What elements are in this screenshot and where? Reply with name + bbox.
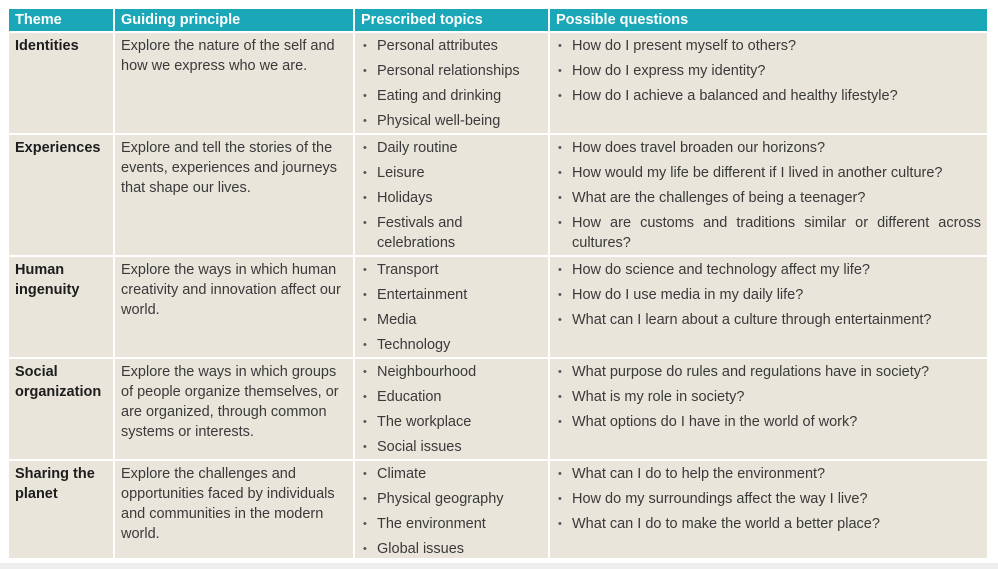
header-row — [9, 9, 987, 32]
header-theme: Theme — [9, 9, 114, 32]
topics-list — [361, 138, 542, 253]
topics-list — [361, 36, 542, 131]
questions-cell — [549, 32, 987, 134]
list-item: • How do my surroundings affect the way I live? — [556, 489, 981, 509]
topics-cell — [354, 134, 549, 256]
questions-list — [556, 362, 981, 432]
list-item: • Festivals and celebrations — [361, 213, 542, 253]
list-item: • Leisure — [361, 163, 542, 183]
questions-list — [556, 464, 981, 534]
table-row — [9, 32, 987, 134]
questions-cell — [549, 134, 987, 256]
principle-cell: Explore the ways in which groups of people organize themselves, or are organized, through common systems or interests. — [114, 358, 354, 460]
principle-cell: Explore the nature of the self and how we express who we are. — [114, 32, 354, 134]
list-item: • What can I learn about a culture through entertainment? — [556, 310, 981, 330]
list-item: • What options do I have in the world of work? — [556, 412, 981, 432]
list-item: • Entertainment — [361, 285, 542, 305]
list-item: • Technology — [361, 335, 542, 355]
list-item: • Education — [361, 387, 542, 407]
list-item: • How do science and technology affect my life? — [556, 260, 981, 280]
list-item: • Neighbourhood — [361, 362, 542, 382]
table-row — [9, 358, 987, 460]
questions-list — [556, 138, 981, 253]
list-item: • Personal attributes — [361, 36, 542, 56]
table-header — [9, 9, 987, 32]
theme-cell: Social organization — [9, 358, 114, 460]
questions-cell — [549, 460, 987, 561]
principle-cell: Explore the challenges and opportunities faced by individuals and communities in the modern world. — [114, 460, 354, 561]
list-item: • Transport — [361, 260, 542, 280]
principle-cell: Explore and tell the stories of the events, experiences and journeys that shape our lives. — [114, 134, 354, 256]
list-item: • The workplace — [361, 412, 542, 432]
topics-cell — [354, 460, 549, 561]
header-guiding-principle: Guiding principle — [114, 9, 354, 32]
list-item: • Climate — [361, 464, 542, 484]
header-possible-questions: Possible questions — [549, 9, 987, 32]
list-item: • What purpose do rules and regulations have in society? — [556, 362, 981, 382]
questions-cell — [549, 256, 987, 358]
themes-table-container — [9, 9, 987, 558]
topics-list — [361, 260, 542, 355]
list-item: • Physical geography — [361, 489, 542, 509]
topics-cell — [354, 256, 549, 358]
questions-list — [556, 260, 981, 330]
list-item: • How do I achieve a balanced and healthy lifestyle? — [556, 86, 981, 106]
theme-cell: Sharing the planet — [9, 460, 114, 561]
topics-cell — [354, 32, 549, 134]
questions-list — [556, 36, 981, 106]
list-item: • How are customs and traditions similar or different across cultures? — [556, 213, 981, 253]
list-item: • Physical well-being — [361, 111, 542, 131]
list-item: • What can I do to make the world a better place? — [556, 514, 981, 534]
list-item: • What can I do to help the environment? — [556, 464, 981, 484]
theme-cell: Experiences — [9, 134, 114, 256]
list-item: • How does travel broaden our horizons? — [556, 138, 981, 158]
list-item: • The environment — [361, 514, 542, 534]
list-item: • How would my life be different if I lived in another culture? — [556, 163, 981, 183]
list-item: • Personal relationships — [361, 61, 542, 81]
table-body — [9, 32, 987, 561]
list-item: • Daily routine — [361, 138, 542, 158]
theme-cell: Human ingenuity — [9, 256, 114, 358]
list-item: • What is my role in society? — [556, 387, 981, 407]
list-item: • How do I present myself to others? — [556, 36, 981, 56]
table-row — [9, 460, 987, 561]
list-item: • Social issues — [361, 437, 542, 457]
page-bottom-edge — [0, 563, 998, 569]
list-item: • How do I use media in my daily life? — [556, 285, 981, 305]
list-item: • Global issues — [361, 539, 542, 559]
topics-list — [361, 362, 542, 457]
header-prescribed-topics: Prescribed topics — [354, 9, 549, 32]
topics-cell — [354, 358, 549, 460]
principle-cell: Explore the ways in which human creativity and innovation affect our world. — [114, 256, 354, 358]
table-row — [9, 256, 987, 358]
table-row — [9, 134, 987, 256]
list-item: • Media — [361, 310, 542, 330]
topics-list — [361, 464, 542, 559]
questions-cell — [549, 358, 987, 460]
list-item: • Eating and drinking — [361, 86, 542, 106]
themes-table — [9, 9, 987, 561]
theme-cell: Identities — [9, 32, 114, 134]
list-item: • Holidays — [361, 188, 542, 208]
list-item: • How do I express my identity? — [556, 61, 981, 81]
list-item: • What are the challenges of being a teenager? — [556, 188, 981, 208]
